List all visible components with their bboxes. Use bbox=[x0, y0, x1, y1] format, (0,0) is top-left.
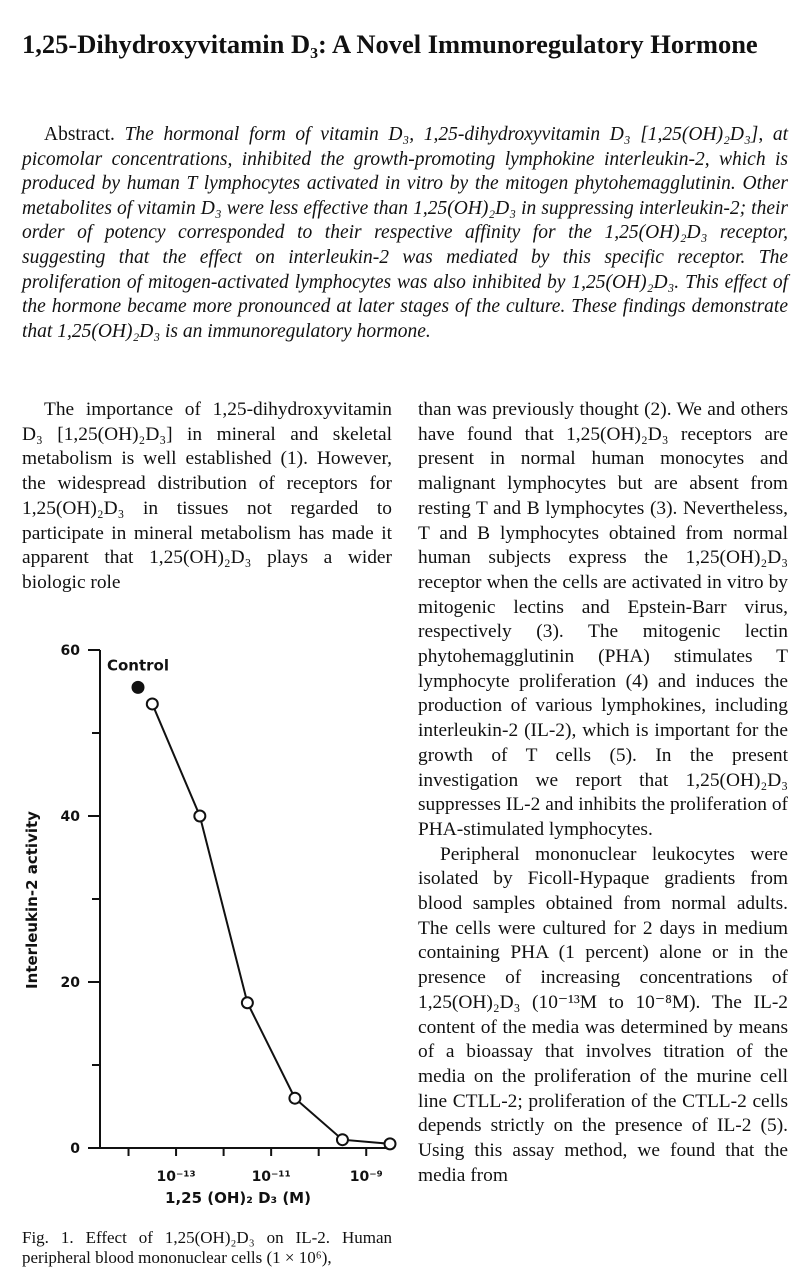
control-label: Control bbox=[106, 656, 170, 675]
y-tick-label: 40 bbox=[60, 809, 80, 825]
series-line bbox=[152, 704, 390, 1144]
y-tick-label: 20 bbox=[60, 975, 80, 991]
left-column bbox=[22, 398, 392, 596]
abstract-label: Abstract. bbox=[44, 124, 115, 145]
abstract bbox=[22, 123, 788, 344]
data-point bbox=[337, 1134, 348, 1145]
right-column bbox=[418, 398, 788, 1189]
x-tick-label: 10⁻¹¹ bbox=[251, 1169, 291, 1185]
figure-caption: Fig. 1. Effect of 1,25(OH)₂D₃ on IL-2. Human peripheral blood mononuclear cells (1 × 10⁶), bbox=[22, 1228, 392, 1267]
article-title: 1,25-Dihydroxyvitamin D₃: A Novel Immunoregulatory Hormone bbox=[22, 29, 758, 59]
body-paragraph-2: Peripheral mononuclear leukocytes were isolated by Ficoll-Hypaque gradients from blood samples obtained from normal adults. The cells were cultured for 2 days in medium containing PHA (1 percent) alone or in the presence of increasing concentrations of 1,25(OH)₂D₃ (10⁻¹³M to 10⁻⁸M). The IL-2 content of the media was determined by means of a bioassay that involves titration of the media on the proliferation of the murine cell line CTLL-2; proliferation of the CTLL-2 cells depends strictly on the presence of IL-2 (5). Using this assay method, we found that the media from bbox=[418, 843, 788, 1186]
y-tick-label: 0 bbox=[70, 1141, 80, 1157]
chart-marks bbox=[107, 656, 396, 1149]
intro-paragraph: The importance of 1,25-dihydroxyvitamin D₃ [1,25(OH)₂D₃] in mineral and skeletal metabolism is well established (1). However, the widespread distribution of receptors for 1,25(OH)₂D₃ in tissues not regarded to participate in mineral metabolism has made it apparent that 1,25(OH)₂D₃ plays a wider biologic role bbox=[22, 399, 392, 593]
data-point bbox=[385, 1138, 396, 1149]
control-point bbox=[132, 681, 145, 694]
x-tick-label: 10⁻¹³ bbox=[156, 1169, 196, 1185]
data-point bbox=[289, 1093, 300, 1104]
x-axis-label: 1,25 (OH)₂ D₃ (M) bbox=[165, 1189, 311, 1207]
body-paragraph-1: than was previously thought (2). We and others have found that 1,25(OH)₂D₃ receptors are present in normal human monocytes and malignant lymphocytes but are absent from resting T and B lymphocytes (3). Nevertheless, T and B lymphocytes obtained from normal human subjects express the 1,25(OH)₂D₃ receptor when the cells are activated in vitro by mitogenic lectins and Epstein-Barr virus, respectively (3). The mitogenic lectin phytohemagglutinin (PHA) stimulates T lymphocyte proliferation (4) and induces the production of various lymphokines, including interleukin-2 (IL-2), which is important for the growth of T cells (5). In the present investigation we report that 1,25(OH)₂D₃ suppresses IL-2 and inhibits the proliferation of PHA-stimulated lymphocytes. bbox=[418, 399, 788, 840]
y-tick-label: 60 bbox=[60, 643, 80, 659]
data-point bbox=[242, 997, 253, 1008]
data-point bbox=[147, 698, 158, 709]
data-point bbox=[194, 811, 205, 822]
y-axis-label: Interleukin-2 activity bbox=[23, 811, 41, 989]
abstract-text: The hormonal form of vitamin D₃, 1,25-dihydroxyvitamin D₃ [1,25(OH)₂D₃], at picomolar concentrations, inhibited the growth-promoting lymphokine interleukin-2, which is produced by human T lymphocytes activated in vitro by the mitogen phytohemagglutinin. Other metabolites of vitamin D₃ were less effective than 1,25(OH)₂D₃ in suppressing interleukin-2; their order of potency corresponded to their respective affinity for the 1,25(OH)₂D₃ receptor, suggesting that the effect on interleukin-2 was mediated by this specific receptor. The proliferation of mitogen-activated lymphocytes was also inhibited by 1,25(OH)₂D₃. This effect of the hormone became more pronounced at later stages of the culture. These findings demonstrate that 1,25(OH)₂D₃ is an immunoregulatory hormone. bbox=[22, 124, 788, 342]
figure-1-chart bbox=[0, 630, 400, 1220]
x-tick-label: 10⁻⁹ bbox=[349, 1169, 383, 1185]
